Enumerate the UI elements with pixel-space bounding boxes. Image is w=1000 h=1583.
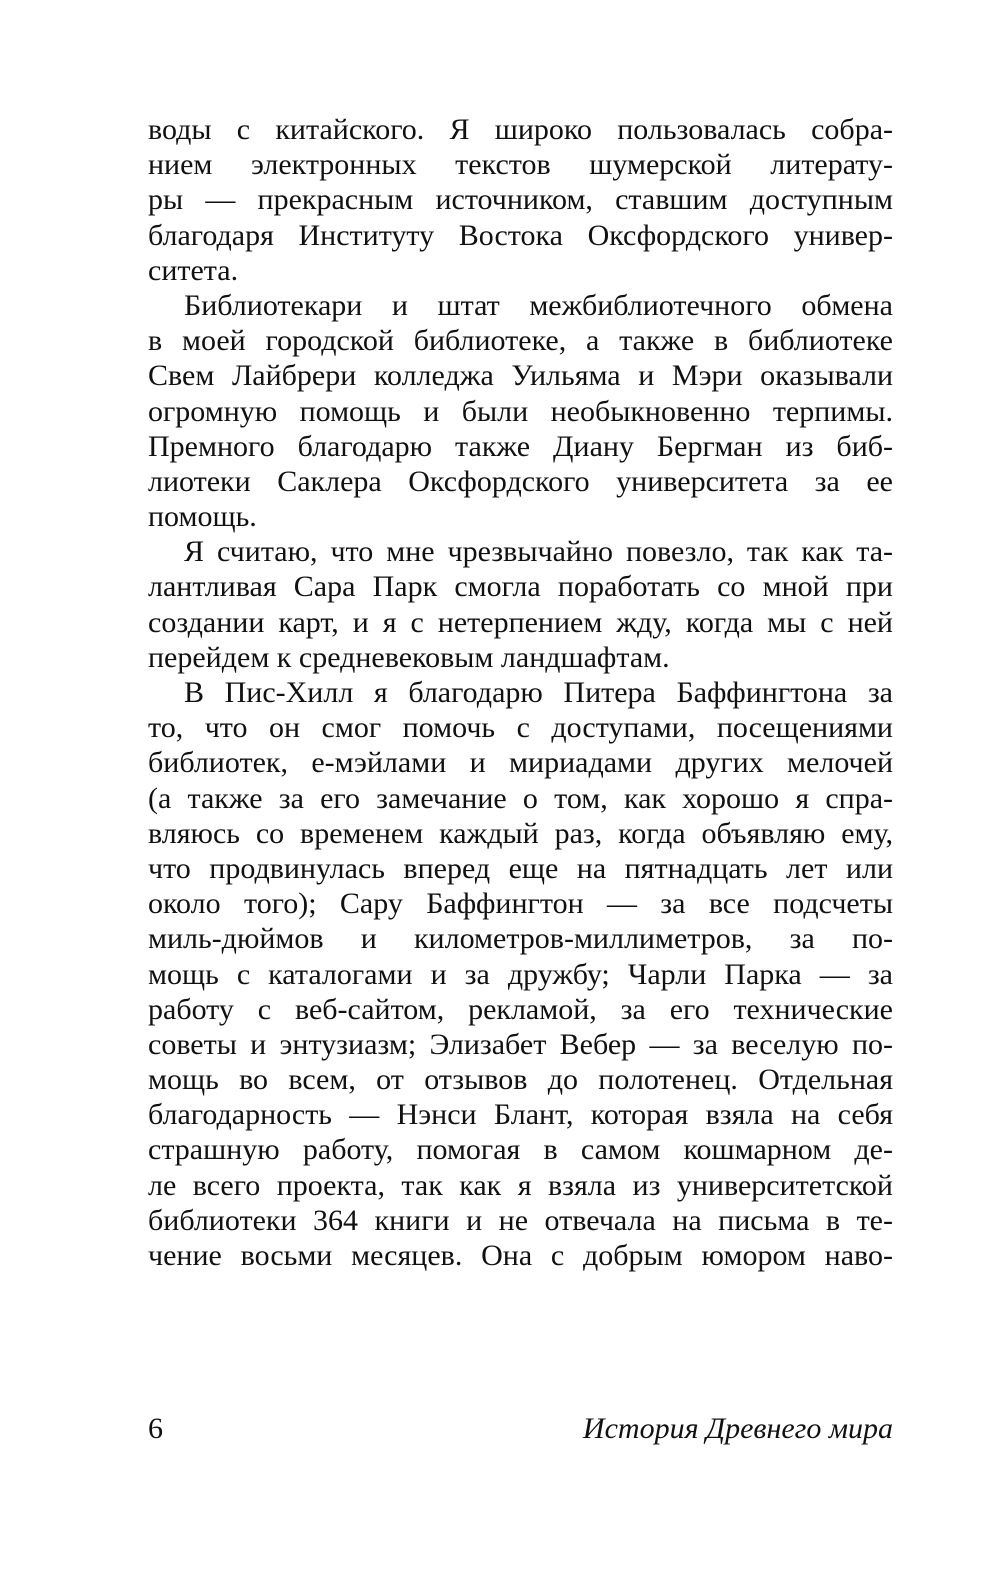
text-line: В Пис-Хилл я благодарю Питера Баффингтона за [184, 676, 893, 709]
text-line: работу с веб-сайтом, рекламой, за его технические [148, 992, 893, 1026]
text-line: ры — прекрасным источником, ставшим доступным [148, 183, 893, 217]
text-line: страшную работу, помогая в самом кошмарном де- [148, 1133, 893, 1167]
text-line: перейдем к средневековым ландшафтам. [148, 640, 670, 674]
text-line: миль-дюймов и километров-миллиметров, за по- [148, 922, 893, 956]
text-line: мощь с каталогами и за дружбу; Чарли Парка — за [148, 957, 893, 991]
text-line: около того); Сару Баффингтон — за все подсчеты [148, 887, 893, 921]
running-title: История Древнего мира [582, 1412, 893, 1445]
text-line: Библиотекари и штат межбиблиотечного обмена [184, 288, 893, 322]
page-footer [148, 1412, 893, 1452]
paragraph-2 [148, 288, 893, 534]
text-line: лиотеки Саклера Оксфордского университета за ее [148, 464, 893, 498]
text-line: в моей городской библиотеке, а также в библиотеке [148, 324, 893, 358]
text-line: Я считаю, что мне чрезвычайно повезло, так как та- [184, 535, 893, 569]
text-line: библиотеки 364 книги и не отвечала на письма в те- [148, 1203, 893, 1237]
text-line: помощь. [148, 500, 257, 534]
text-line: вляюсь со временем каждый раз, когда объявляю ему, [148, 816, 893, 850]
text-line: нием электронных текстов шумерской литерату- [148, 148, 893, 182]
text-line: советы и энтузиазм; Элизабет Вебер — за веселую по- [148, 1027, 893, 1061]
text-line: огромную помощь и были необыкновенно терпимы. [148, 394, 893, 428]
text-line: Свем Лайбрери колледжа Уильяма и Мэри оказывали [148, 359, 893, 393]
text-line: лантливая Сара Парк смогла поработать со мной при [148, 570, 893, 604]
text-line: ле всего проекта, так как я взяла из университетской [148, 1168, 893, 1202]
page-number: 6 [148, 1412, 163, 1445]
text-line: что продвинулась вперед еще на пятнадцать лет или [148, 851, 893, 885]
text-line: (а также за его замечание о том, как хорошо я спра- [148, 781, 893, 815]
text-line: благодаря Институту Востока Оксфордского универ- [148, 218, 893, 252]
text-line: Премного благодарю также Диану Бергман из биб- [148, 429, 893, 463]
text-line: создании карт, и я с нетерпением жду, когда мы с ней [148, 605, 893, 639]
text-line: мощь во всем, от отзывов до полотенец. Отдельная [148, 1063, 893, 1097]
text-line: то, что он смог помочь с доступами, посещениями [148, 711, 893, 745]
text-line: библиотек, е-мэйлами и мириадами других мелочей [148, 746, 893, 780]
paragraph-1 [148, 112, 893, 288]
text-line: благодарность — Нэнси Блант, которая взяла на себя [148, 1098, 893, 1132]
text-line: воды с китайского. Я широко пользовалась собра- [148, 113, 893, 146]
paragraph-4 [148, 675, 893, 1273]
paragraph-3 [148, 534, 893, 675]
text-line: чение восьми месяцев. Она с добрым юмором наво- [148, 1239, 893, 1272]
page-body [148, 112, 893, 1273]
text-line: ситета. [148, 253, 239, 287]
